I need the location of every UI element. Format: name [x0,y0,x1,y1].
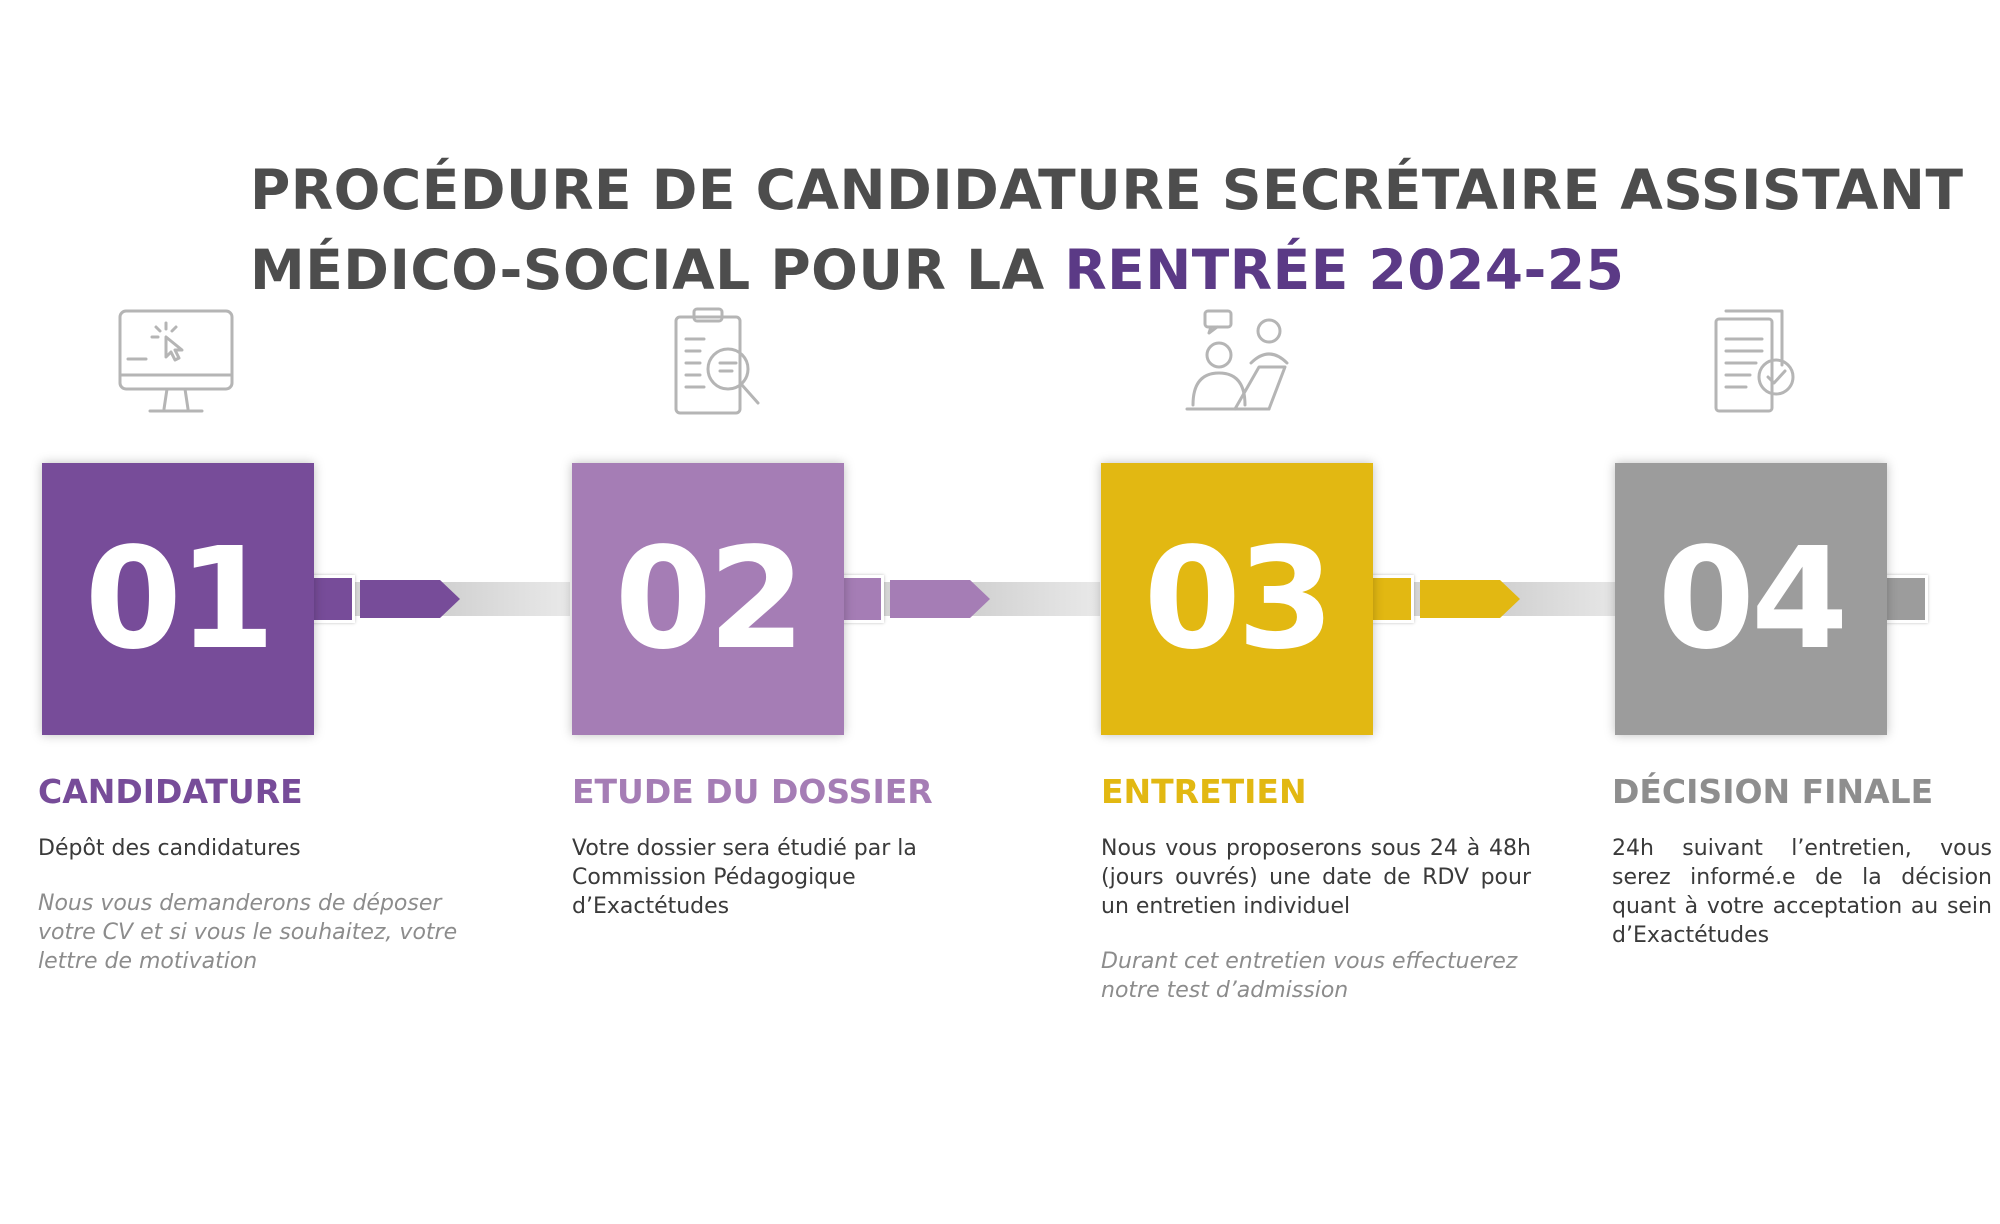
step-3-connector-tab [1366,575,1414,623]
step-3-box [1101,463,1373,735]
computer-click-icon [112,305,242,425]
step-4-description: 24h suivant l’entretien, vous serez informé.e de la décision quant à votre acceptation au sein d’Exactétudes [1612,836,1992,948]
step-4-text [1612,770,1992,950]
step-1-connector-tab [307,575,355,623]
step-2-text [572,770,952,921]
step-3-number: 03 [1143,517,1331,681]
step-1-description: Dépôt des candidatures [38,836,301,861]
step-1-text [38,770,498,976]
step-2-arrow [890,580,990,618]
step-2-description: Votre dossier sera étudié par la Commission Pédagogique d’Exactétudes [572,836,917,919]
title-line-1: PROCÉDURE DE CANDIDATURE SECRÉTAIRE ASSISTANT [250,158,1964,222]
document-check-icon [1690,305,1820,425]
title-line-2-accent: RENTRÉE 2024-25 [1064,238,1625,302]
document-search-icon [660,305,790,425]
step-1-box [42,463,314,735]
step-4-connector-tab [1880,575,1928,623]
interview-icon [1175,305,1305,425]
step-3-note: Durant cet entretien vous effectuerez notre test d’admission [1101,949,1518,1003]
step-3-arrow [1420,580,1520,618]
step-3-title: ENTRETIEN [1101,772,1307,811]
step-3-description: Nous vous proposerons sous 24 à 48h (jours ouvrés) une date de RDV pour un entretien individuel [1101,836,1531,919]
title-line-2-prefix: MÉDICO-SOCIAL POUR LA [250,238,1065,302]
step-2-number: 02 [614,517,802,681]
step-3-text [1101,770,1531,1005]
step-4-title: DÉCISION FINALE [1612,772,1934,811]
step-1-title: CANDIDATURE [38,772,303,811]
step-2-box [572,463,844,735]
step-1-arrow [360,580,460,618]
step-1-note: Nous vous demanderons de déposer votre CV et si vous le souhaitez, votre lettre de motivation [38,891,458,974]
step-4-box [1615,463,1887,735]
page-title [250,150,1963,310]
step-2-title: ETUDE DU DOSSIER [572,772,933,811]
step-4-number: 04 [1657,517,1845,681]
step-1-number: 01 [84,517,272,681]
